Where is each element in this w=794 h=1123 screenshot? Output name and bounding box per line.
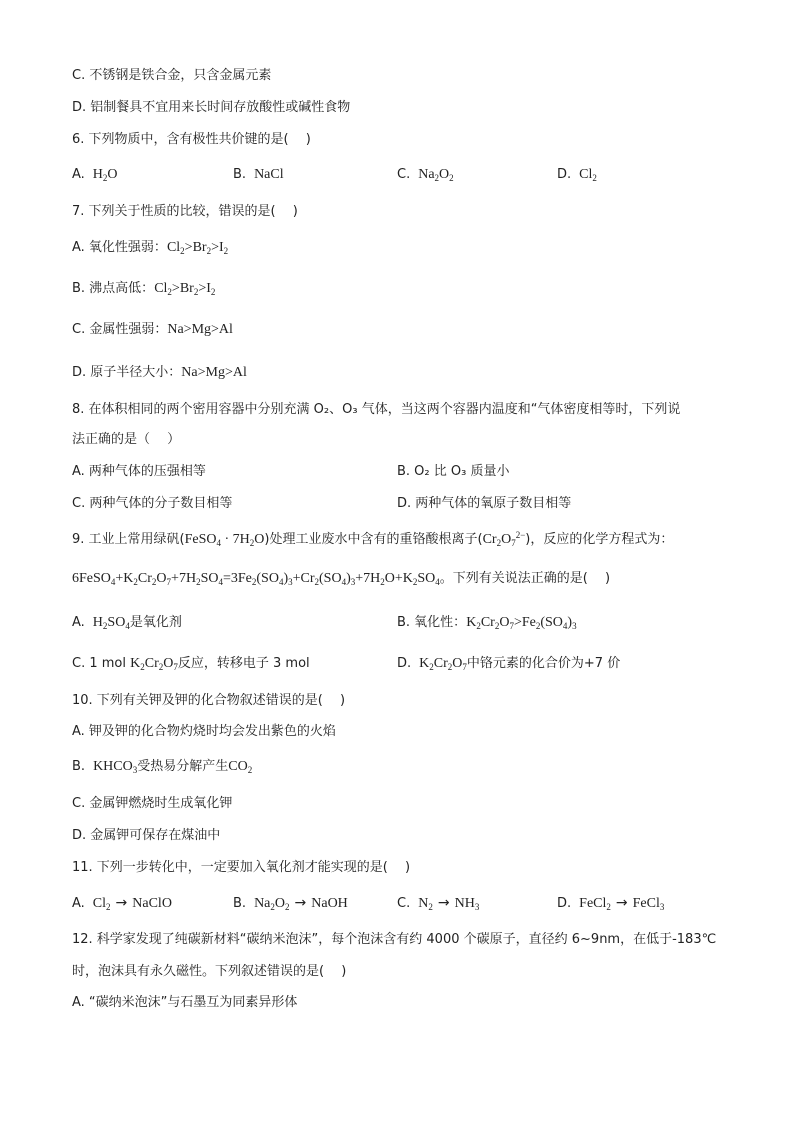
option-label: B. — [233, 896, 247, 911]
q8-stem-line2: 法正确的是（ ） — [72, 432, 181, 447]
option-text: A. 氧化性强弱： — [72, 240, 167, 255]
q5-option-d: D. 铝制餐具不宜用来长时间存放酸性或碱性食物 — [72, 100, 351, 115]
stem-text: 。下列有关说法正确的是( ) — [439, 571, 611, 586]
q6-option-d — [557, 166, 597, 184]
option-label: B. — [72, 759, 86, 774]
stem-text: 9. 工业上常用绿矾( — [72, 532, 185, 547]
formula-halogen-order: $Cl_2>Br_2>I_2$ — [166, 240, 229, 256]
q7-stem: 7. 下列关于性质的比较，错误的是( ) — [72, 204, 298, 219]
formula-khco3: $KHCO_3$ — [93, 759, 138, 775]
formula-co2: $CO_2$ — [228, 759, 253, 775]
q9-option-a — [72, 614, 182, 632]
formula-cl2: $Cl_2$ — [579, 167, 597, 183]
q8-option-b: B. O₂ 比 O₃ 质量小 — [397, 464, 510, 479]
q6-option-a — [72, 166, 118, 184]
option-text: C. 1 mol — [72, 656, 126, 671]
q12-option-a: A. “碳纳米泡沫”与石墨互为同素异形体 — [72, 995, 298, 1010]
option-label: D. — [397, 656, 412, 671]
option-label: B. — [233, 167, 247, 182]
formula-na2o2: $Na_2O_2$ — [418, 167, 454, 183]
formula-halogen-order: $Cl_2>Br_2>I_2$ — [154, 281, 216, 297]
q9-equation — [72, 570, 610, 588]
q9-option-d — [397, 655, 620, 673]
conversion-fecl2-fecl3: FeCl$_2$ → FeCl$_3$ — [579, 895, 665, 912]
q10-option-a: A. 钾及钾的化合物灼烧时均会发出紫色的火焰 — [72, 724, 336, 739]
q5-option-c: C. 不锈钢是铁合金，只含金属元素 — [72, 68, 272, 83]
formula-dichromate-ion: $Cr_2O_7^{2-}$ — [482, 530, 526, 548]
q11-option-d — [557, 894, 664, 913]
stem-text: )处理工业废水中含有的重铬酸根离子( — [264, 532, 483, 547]
q7-option-c — [72, 321, 233, 339]
option-label: A. — [72, 615, 85, 630]
q10-option-b — [72, 758, 252, 776]
q10-option-c: C. 金属钾燃烧时生成氧化钾 — [72, 796, 233, 811]
q9-option-b — [397, 614, 577, 632]
option-text: B. 氧化性： — [397, 615, 467, 630]
formula-metal-order: Na>Mg>Al — [167, 322, 233, 337]
option-label: A. — [72, 896, 85, 911]
q7-option-a — [72, 239, 228, 257]
conversion-na2o2-naoh: $Na_2O_2$ → NaOH — [254, 895, 348, 912]
q8-option-d: D. 两种气体的氧原子数目相等 — [397, 496, 572, 511]
formula-h2so4: $H_2SO_4$ — [92, 615, 130, 631]
q9-stem — [72, 531, 673, 549]
formula-green-vitriol: FeSO$_4$ · $7H_2O$ — [184, 532, 265, 548]
option-text: C. 金属性强弱： — [72, 322, 168, 337]
formula-radius-order: Na>Mg>Al — [181, 365, 247, 380]
q11-option-a — [72, 894, 172, 913]
q10-stem: 10. 下列有关钾及钾的化合物叙述错误的是( ) — [72, 693, 346, 708]
formula-k2cr2o7: $K_2Cr_2O_7$ — [130, 656, 178, 672]
option-label: D. — [557, 167, 572, 182]
q11-option-c — [397, 894, 479, 913]
option-label: A. — [72, 167, 85, 182]
q8-stem-line1: 8. 在体积相同的两个密用容器中分别充满 O₂、O₃ 气体，当这两个容器内温度和“气体密度相等时，下列说 — [72, 402, 681, 417]
option-label: C. — [397, 167, 411, 182]
q6-option-b — [233, 166, 284, 184]
q10-option-d: D. 金属钾可保存在煤油中 — [72, 828, 221, 843]
formula-nacl: NaCl — [254, 167, 284, 182]
q12-stem-line1: 12. 科学家发现了纯碳新材料“碳纳米泡沫”，每个泡沫含有约 4000 个碳原子，直径约 6~9nm，在低于-183℃ — [72, 932, 717, 947]
option-text: 反应，转移电子 3 mol — [177, 656, 310, 671]
formula-oxidizing-order: $K_2Cr_2O_7>Fe_2(SO_4)_3$ — [466, 615, 577, 631]
option-text: 受热易分解产生 — [137, 759, 229, 774]
q7-option-d — [72, 364, 247, 382]
q6-stem: 6. 下列物质中，含有极性共价键的是( ) — [72, 132, 311, 147]
formula-h2o: $H_2O$ — [92, 167, 118, 183]
option-text: 中铬元素的化合价为+7 价 — [466, 656, 621, 671]
stem-text: )，反应的化学方程式为： — [525, 532, 674, 547]
q6-option-c — [397, 166, 454, 184]
option-label: C. — [397, 896, 411, 911]
q8-option-a: A. 两种气体的压强相等 — [72, 464, 206, 479]
option-text: D. 原子半径大小： — [72, 365, 182, 380]
q9-option-c — [72, 655, 310, 673]
q7-option-b — [72, 280, 215, 298]
q11-option-b — [233, 894, 348, 913]
conversion-n2-nh3: $N_2 \to NH_3$ — [418, 895, 480, 912]
option-label: D. — [557, 896, 572, 911]
q11-stem: 11. 下列一步转化中，一定要加入氧化剂才能实现的是( ) — [72, 860, 411, 875]
conversion-cl2-naclo: $Cl_2$ → NaClO — [92, 895, 172, 912]
option-text: 是氧化剂 — [129, 615, 182, 630]
formula-k2cr2o7: $K_2Cr_2O_7$ — [419, 656, 467, 672]
q8-option-c: C. 两种气体的分子数目相等 — [72, 496, 233, 511]
chemical-equation: $6FeSO_4+K_2Cr_2O_7+7H_2SO_4=3Fe_2(SO_4)_3+Cr_2(SO_4)_3+7H_2O+K_2SO_4$ — [72, 571, 440, 587]
q12-stem-line2: 时，泡沫具有永久磁性。下列叙述错误的是( ) — [72, 964, 347, 979]
option-text: B. 沸点高低： — [72, 281, 155, 296]
